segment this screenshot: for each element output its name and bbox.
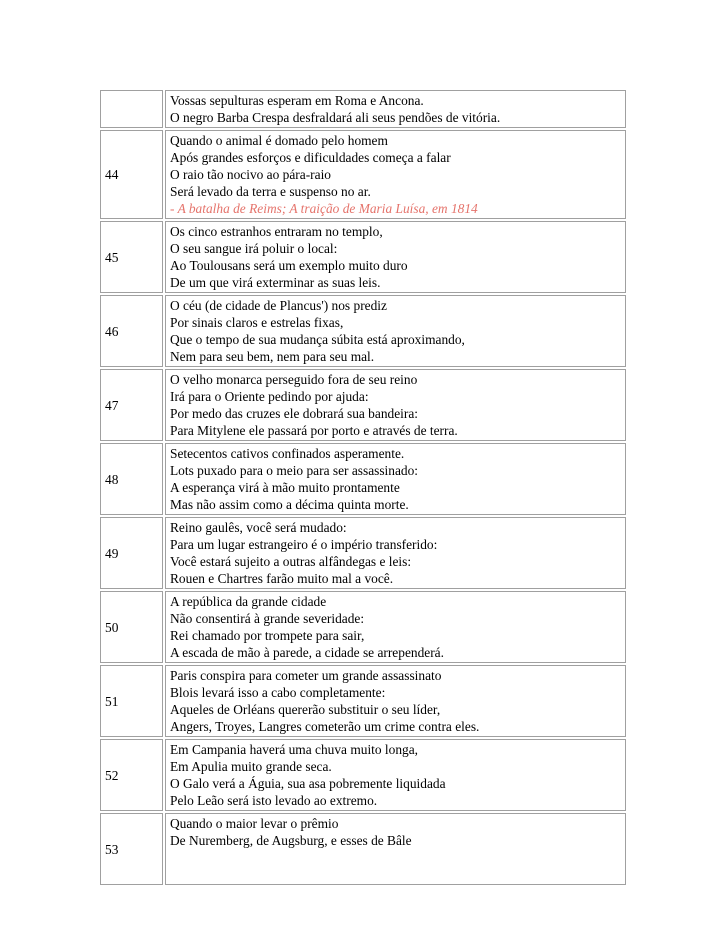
- verse-line: O céu (de cidade de Plancus') nos prediz: [170, 298, 387, 313]
- verse-line: Após grandes esforços e dificuldades começa a falar: [170, 150, 451, 165]
- verse-row: [100, 443, 626, 515]
- verse-line: Por sinais claros e estrelas fixas,: [170, 315, 344, 330]
- verse-line: Para um lugar estrangeiro é o império transferido:: [170, 537, 438, 552]
- verse-number: [100, 90, 163, 128]
- verse-row: [100, 813, 626, 885]
- verse-line: O raio tão nocivo ao pára-raio: [170, 167, 331, 182]
- verse-line: Por medo das cruzes ele dobrará sua bandeira:: [170, 406, 418, 421]
- verse-row: [100, 369, 626, 441]
- verse-line: Que o tempo de sua mudança súbita está aproximando,: [170, 332, 465, 347]
- verse-line: Setecentos cativos confinados asperamente.: [170, 446, 405, 461]
- verse-row: [100, 221, 626, 293]
- verse-line: O velho monarca perseguido fora de seu reino: [170, 372, 418, 387]
- verse-line: Rouen e Chartres farão muito mal a você.: [170, 571, 394, 586]
- verse-table: [98, 88, 628, 887]
- verse-row: [100, 130, 626, 219]
- verse-line: Em Campania haverá uma chuva muito longa,: [170, 742, 419, 757]
- verse-number: 46: [100, 295, 163, 367]
- verse-table-body: [100, 90, 626, 885]
- verse-line: Ao Toulousans será um exemplo muito duro: [170, 258, 408, 273]
- verse-line: Quando o maior levar o prêmio: [170, 816, 339, 831]
- verse-line: Nem para seu bem, nem para seu mal.: [170, 349, 375, 364]
- verse-line: Reino gaulês, você será mudado:: [170, 520, 347, 535]
- verse-line: Para Mitylene ele passará por porto e através de terra.: [170, 423, 458, 438]
- verse-row: [100, 665, 626, 737]
- verse-line: Rei chamado por trompete para sair,: [170, 628, 365, 643]
- verse-number: 44: [100, 130, 163, 219]
- verse-row: [100, 591, 626, 663]
- verse-text: [165, 369, 626, 441]
- verse-number: 48: [100, 443, 163, 515]
- verse-line: Vossas sepulturas esperam em Roma e Ancona.: [170, 93, 424, 108]
- verse-line: Pelo Leão será isto levado ao extremo.: [170, 793, 378, 808]
- verse-text: [165, 665, 626, 737]
- verse-text: [165, 739, 626, 811]
- verse-text: [165, 813, 626, 885]
- verse-line: Não consentirá à grande severidade:: [170, 611, 365, 626]
- verse-number: 52: [100, 739, 163, 811]
- verse-line: De um que virá exterminar as suas leis.: [170, 275, 381, 290]
- verse-text: [165, 90, 626, 128]
- verse-line: Lots puxado para o meio para ser assassinado:: [170, 463, 419, 478]
- verse-line: A esperança virá à mão muito prontamente: [170, 480, 400, 495]
- verse-line: O seu sangue irá poluir o local:: [170, 241, 338, 256]
- verse-line: O Galo verá a Águia, sua asa pobremente liquidada: [170, 776, 446, 791]
- verse-line: Mas não assim como a décima quinta morte.: [170, 497, 409, 512]
- verse-text: [165, 591, 626, 663]
- verse-line: Paris conspira para cometer um grande assassinato: [170, 668, 442, 683]
- verse-line: Você estará sujeito a outras alfândegas e leis:: [170, 554, 412, 569]
- verse-row: [100, 517, 626, 589]
- verse-text: [165, 221, 626, 293]
- verse-number: 50: [100, 591, 163, 663]
- verse-number: 51: [100, 665, 163, 737]
- verse-annotation: - A batalha de Reims; A traição de Maria Luísa, em 1814: [170, 201, 478, 216]
- verse-number: 45: [100, 221, 163, 293]
- verse-row: [100, 295, 626, 367]
- verse-line: Angers, Troyes, Langres cometerão um crime contra eles.: [170, 719, 480, 734]
- verse-line: Irá para o Oriente pedindo por ajuda:: [170, 389, 369, 404]
- verse-line: [170, 849, 621, 866]
- verse-line: Os cinco estranhos entraram no templo,: [170, 224, 383, 239]
- verse-text: [165, 443, 626, 515]
- verse-line: O negro Barba Crespa desfraldará ali seus pendões de vitória.: [170, 110, 501, 125]
- verse-number: 49: [100, 517, 163, 589]
- verse-text: [165, 295, 626, 367]
- verse-table-viewport: [98, 88, 628, 857]
- verse-text: [165, 517, 626, 589]
- verse-text: [165, 130, 626, 219]
- verse-row: [100, 739, 626, 811]
- verse-line: A escada de mão à parede, a cidade se arrependerá.: [170, 645, 444, 660]
- verse-line: Aqueles de Orléans quererão substituir o seu líder,: [170, 702, 441, 717]
- verse-line: Em Apulia muito grande seca.: [170, 759, 332, 774]
- verse-line: A república da grande cidade: [170, 594, 327, 609]
- verse-line: Blois levará isso a cabo completamente:: [170, 685, 386, 700]
- verse-number: 53: [100, 813, 163, 885]
- verse-line: De Nuremberg, de Augsburg, e esses de Bâle: [170, 833, 412, 848]
- verse-row: [100, 90, 626, 128]
- verse-line: Quando o animal é domado pelo homem: [170, 133, 388, 148]
- verse-line: Será levado da terra e suspenso no ar.: [170, 184, 371, 199]
- verse-number: 47: [100, 369, 163, 441]
- verse-line: [170, 866, 621, 883]
